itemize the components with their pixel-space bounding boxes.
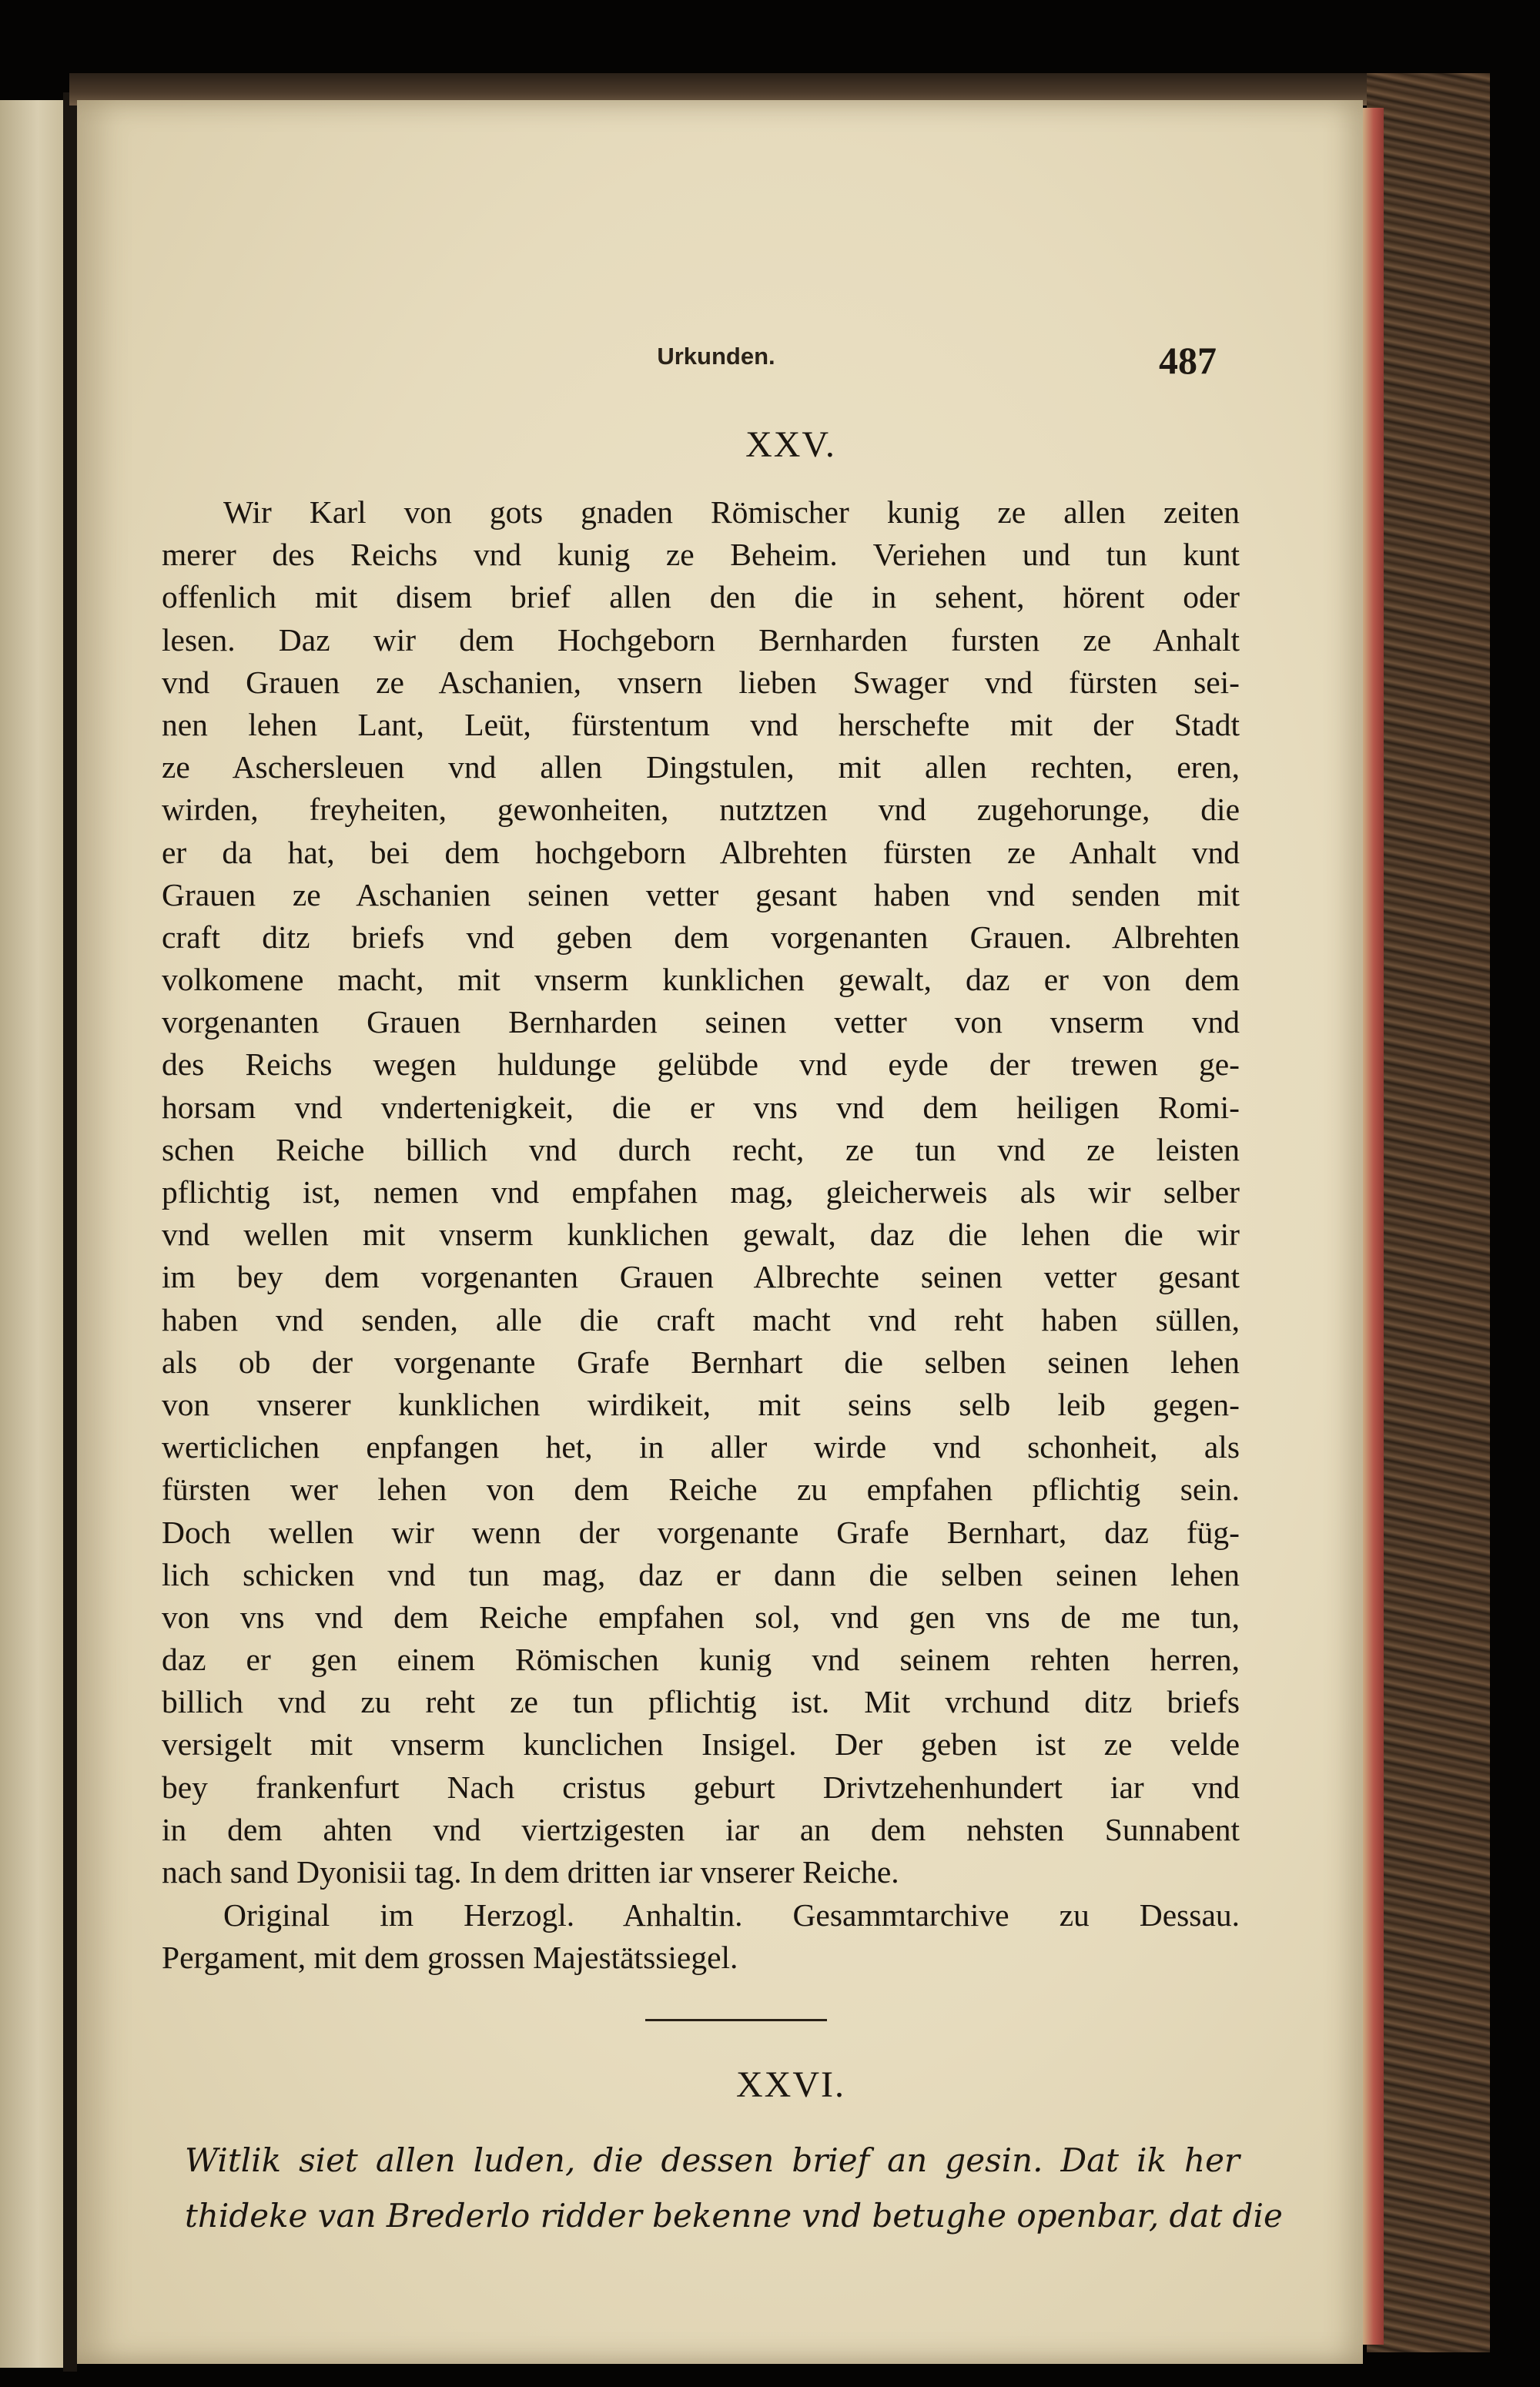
- text-line: bey frankenfurt Nach cristus geburt Drivtzehenhundert iar vnd: [162, 1769, 1240, 1805]
- text-line: versigelt mit vnserm kunclichen Insigel. Der geben ist ze velde: [162, 1726, 1240, 1763]
- left-page-edge: [0, 100, 63, 2368]
- text-line: lesen. Daz wir dem Hochgeborn Bernharden fursten ze Anhalt: [162, 621, 1240, 658]
- text-line: Doch wellen wir wenn der vorgenante Grafe Bernhart, daz füg-: [162, 1514, 1240, 1550]
- text-line: des Reichs wegen huldunge gelübde vnd eyde der trewen ge-: [162, 1046, 1240, 1083]
- document-xxv-text: [162, 491, 1240, 1893]
- text-line: Witlik siet allen luden, die dessen brief an gesin. Dat ik her: [185, 2141, 1240, 2179]
- page-header: [77, 339, 1363, 382]
- text-line: craft ditz briefs vnd geben dem vorgenanten Grauen. Albrehten: [162, 919, 1240, 955]
- text-line: im bey dem vorgenanten Grauen Albrechte seinen vetter gesant: [162, 1259, 1240, 1295]
- text-line: vorgenanten Grauen Bernharden seinen vetter von vnserm vnd: [162, 1004, 1240, 1040]
- source-line: Original im Herzogl. Anhaltin. Gesammtarchive zu Dessau.: [223, 1897, 1240, 1933]
- text-line: in dem ahten vnd viertzigesten iar an dem nehsten Sunnabent: [162, 1811, 1240, 1847]
- text-line: pflichtig ist, nemen vnd empfahen mag, gleicherweis als wir selber: [162, 1174, 1240, 1210]
- text-line: ze Aschersleuen vnd allen Dingstulen, mit allen rechten, eren,: [162, 749, 1240, 785]
- text-line: wirden, freyheiten, gewonheiten, nutztzen vnd zugehorunge, die: [162, 792, 1240, 828]
- text-line: Grauen ze Aschanien seinen vetter gesant haben vnd senden mit: [162, 876, 1240, 912]
- text-line: lich schicken vnd tun mag, daz er dann die selben seinen lehen: [162, 1556, 1240, 1592]
- running-head: Urkunden.: [657, 343, 775, 370]
- text-line: horsam vnd vndertenigkeit, die er vns vnd dem heiligen Romi-: [162, 1089, 1240, 1125]
- text-line: haben vnd senden, alle die craft macht vnd reht haben süllen,: [162, 1301, 1240, 1337]
- source-note: [162, 1894, 1240, 1979]
- source-line: Pergament, mit dem grossen Majestätssiegel.: [162, 1940, 738, 1976]
- text-line: daz er gen einem Römischen kunig vnd seinem rehten herren,: [162, 1642, 1240, 1678]
- text-line: er da hat, bei dem hochgeborn Albrehten fürsten ze Anhalt vnd: [162, 834, 1240, 870]
- text-line: von vns vnd dem Reiche empfahen sol, vnd gen vns de me tun,: [162, 1599, 1240, 1635]
- text-line: nen lehen Lant, Leüt, fürstentum vnd herschefte mit der Stadt: [162, 706, 1240, 742]
- document-title-xxv: XXV.: [745, 424, 836, 465]
- text-line: thideke van Brederlo ridder bekenne vnd betughe openbar, dat die: [185, 2197, 1283, 2235]
- book-page: [77, 100, 1363, 2364]
- book-gutter: [63, 92, 77, 2372]
- text-line: schen Reiche billich vnd durch recht, ze tun vnd ze leisten: [162, 1131, 1240, 1167]
- text-line: Wir Karl von gots gnaden Römischer kunig ze allen zeiten: [223, 494, 1240, 530]
- text-line: fürsten wer lehen von dem Reiche zu empfahen pflichtig sein.: [162, 1471, 1240, 1508]
- text-line: merer des Reichs vnd kunig ze Beheim. Veriehen und tun kunt: [162, 537, 1240, 573]
- book-cover-board: [1367, 73, 1490, 2352]
- text-line: offenlich mit disem brief allen den die in sehent, hörent oder: [162, 579, 1240, 615]
- text-line: vnd Grauen ze Aschanien, vnsern lieben Swager vnd fürsten sei-: [162, 664, 1240, 700]
- text-line: vnd wellen mit vnserm kunklichen gewalt, daz die lehen die wir: [162, 1217, 1240, 1253]
- text-line: volkomene macht, mit vnserm kunklichen gewalt, daz er von dem: [162, 962, 1240, 998]
- text-line: werticlichen enpfangen het, in aller wirde vnd schonheit, als: [162, 1429, 1240, 1465]
- section-divider: [645, 2019, 827, 2021]
- text-line: von vnserer kunklichen wirdikeit, mit seins selb leib gegen-: [162, 1386, 1240, 1422]
- document-title-xxvi: XXVI.: [736, 2064, 845, 2105]
- text-line: billich vnd zu reht ze tun pflichtig ist. Mit vrchund ditz briefs: [162, 1684, 1240, 1720]
- text-line: nach sand Dyonisii tag. In dem dritten iar vnserer Reiche.: [162, 1854, 899, 1890]
- page-number: 487: [1159, 339, 1217, 382]
- document-xxvi-text: [185, 2133, 1283, 2244]
- text-line: als ob der vorgenante Grafe Bernhart die selben seinen lehen: [162, 1344, 1240, 1380]
